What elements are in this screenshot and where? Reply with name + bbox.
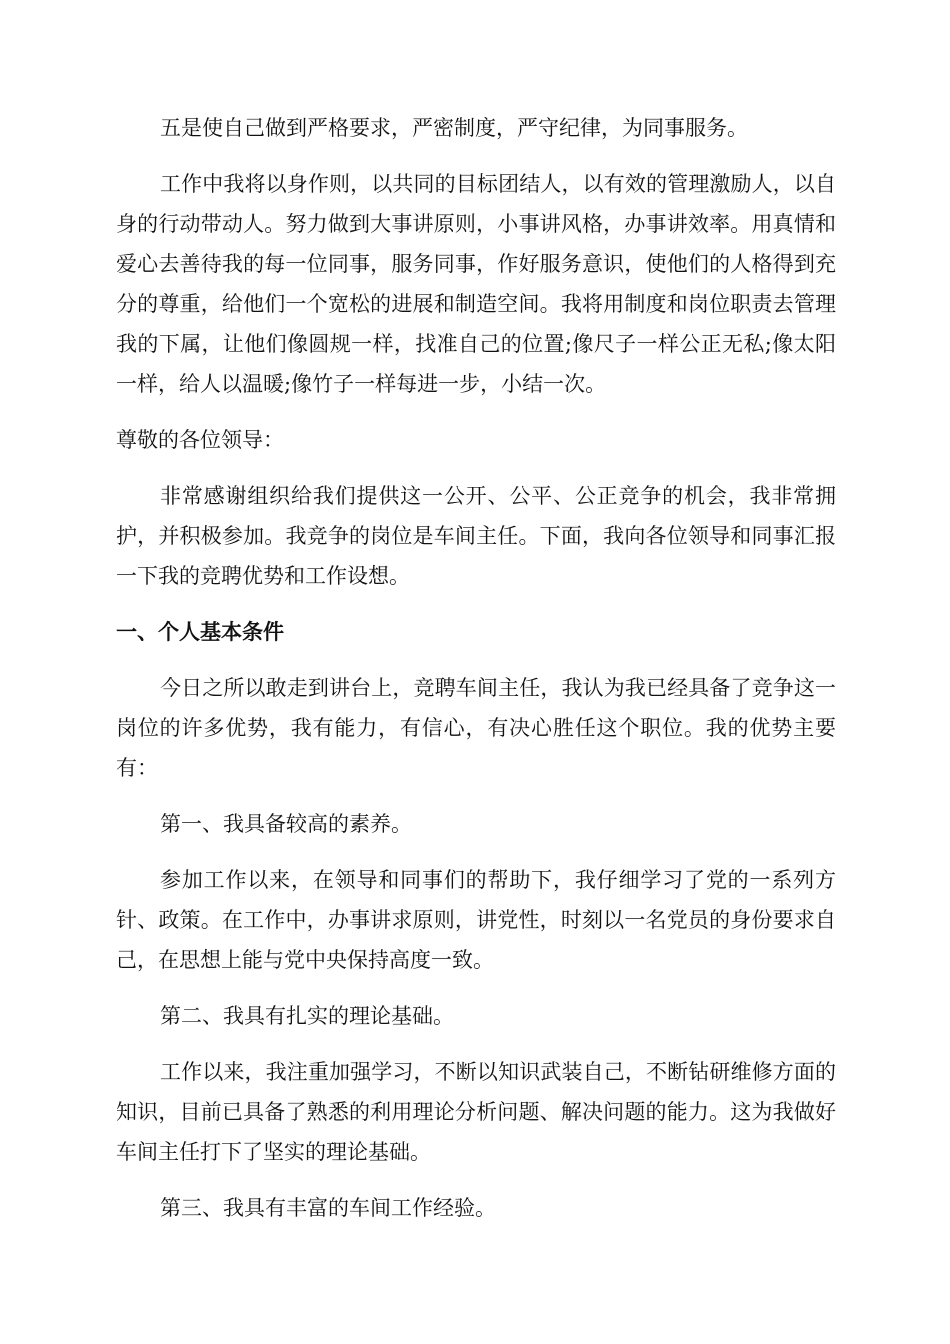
- paragraph-work-example: 工作中我将以身作则，以共同的目标团结人，以有效的管理激励人，以自身的行动带动人。努力做到大事讲原则，小事讲风格，办事讲效率。用真情和爱心去善待我的每一位同事，服务同事，作好服务意识，使他们的人格得到充分的尊重，给他们一个宽松的进展和制造空间。我将用制度和岗位职责去管理我的下属，让他们像圆规一样，找准自己的位置;像尺子一样公正无私;像太阳一样，给人以温暖;像竹子一样每进一步，小结一次。: [116, 172, 836, 396]
- section-heading-basic-conditions: 一、个人基本条件: [116, 619, 284, 644]
- paragraph-second-point: 第二、我具有扎实的理论基础。: [160, 1004, 454, 1028]
- paragraph-thanks: 非常感谢组织给我们提供这一公开、公平、公正竞争的机会，我非常拥护，并积极参加。我竞争的岗位是车间主任。下面，我向各位领导和同事汇报一下我的竞聘优势和工作设想。: [116, 484, 836, 588]
- paragraph-advantages-intro: 今日之所以敢走到讲台上，竞聘车间主任，我认为我已经具备了竞争这一岗位的许多优势，我有能力，有信心，有决心胜任这个职位。我的优势主要有：: [116, 676, 836, 780]
- paragraph-second-detail: 工作以来，我注重加强学习，不断以知识武装自己，不断钻研维修方面的知识，目前已具备了熟悉的利用理论分析问题、解决问题的能力。这为我做好车间主任打下了坚实的理论基础。: [116, 1060, 836, 1164]
- paragraph-first-detail: 参加工作以来，在领导和同事们的帮助下，我仔细学习了党的一系列方针、政策。在工作中，办事讲求原则，讲党性，时刻以一名党员的身份要求自己，在思想上能与党中央保持高度一致。: [116, 868, 836, 972]
- paragraph-first-point: 第一、我具备较高的素养。: [160, 812, 412, 836]
- document-page: [116, 108, 836, 1244]
- paragraph-item-five: 五是使自己做到严格要求，严密制度，严守纪律，为同事服务。: [160, 116, 748, 140]
- salutation: 尊敬的各位领导：: [116, 428, 284, 452]
- paragraph-third-point: 第三、我具有丰富的车间工作经验。: [160, 1196, 496, 1220]
